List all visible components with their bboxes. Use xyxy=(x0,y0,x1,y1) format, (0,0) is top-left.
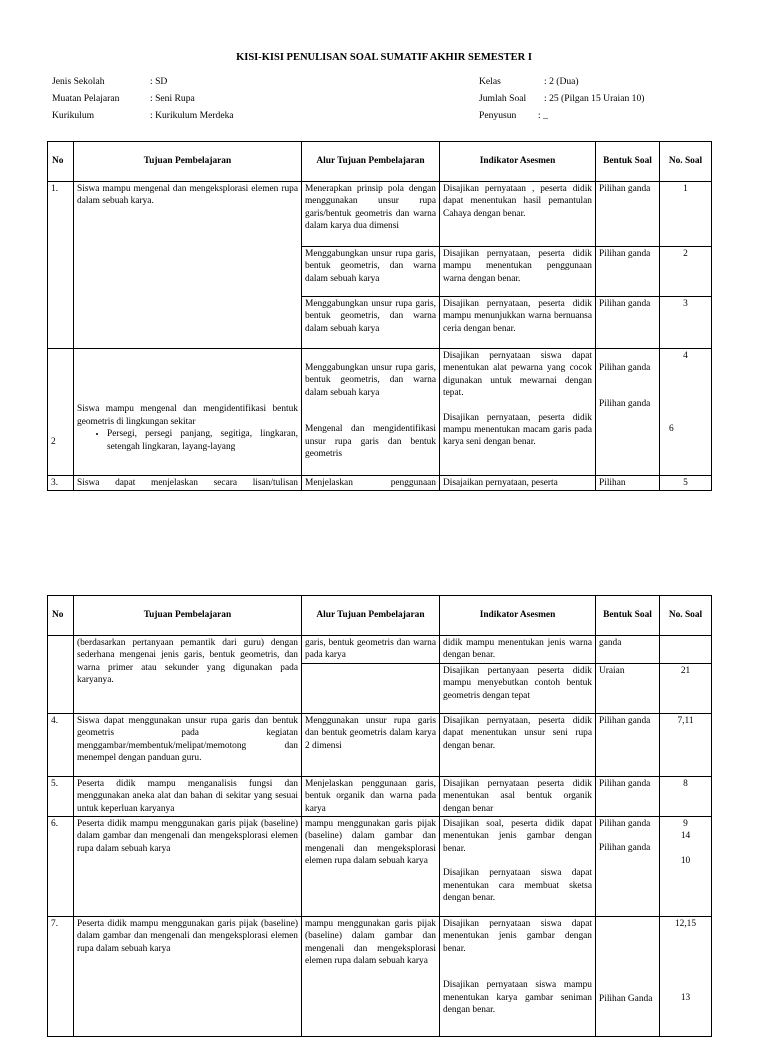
question-type-text: Pilihan ganda xyxy=(599,363,651,373)
header-learning-goal: Tujuan Pembelajaran xyxy=(74,596,302,636)
question-number-text: 4 xyxy=(683,351,688,361)
goal-flow-cell: Menerapkan prinsip pola dengan menggunakan unsur rupa garis/bentuk geometris dan warna dalam karya dua dimensi xyxy=(302,182,440,247)
question-number-text: 14 xyxy=(680,831,691,842)
row-number: 6. xyxy=(48,817,74,917)
table-row xyxy=(48,917,712,1037)
learning-goal-cell: Siswa dapat menjelaskan secara lisan/tulisan xyxy=(74,476,302,491)
meta-curriculum-value: : Kurikulum Merdeka xyxy=(150,110,234,121)
learning-goal-cell xyxy=(74,349,302,476)
indicator-cell: Disajikan pernyataan peserta didik menentukan asal bentuk organik dengan benar xyxy=(440,776,596,816)
header-no: No xyxy=(48,596,74,636)
learning-goal-cell: Siswa dapat menggunakan unsur rupa garis dan bentuk geometris pada kegiatan menggambar/membentuk/melipat/memotong dan menempel dengan panduan guru. xyxy=(74,713,302,776)
goal-flow-cell: mampu menggunakan garis pijak (baseline) dalam gambar dan mengenali dan mengeksplorasi elemen rupa dalam sebuah karya xyxy=(302,817,440,917)
indicator-cell xyxy=(440,817,596,917)
question-number-cell: 2 xyxy=(660,247,712,297)
grid-table-page1 xyxy=(47,141,712,491)
question-number-cell xyxy=(660,636,712,664)
question-number-cell xyxy=(660,349,712,476)
question-number-cell xyxy=(660,917,712,1037)
question-type-cell: Pilihan ganda xyxy=(596,713,660,776)
question-number-text: 13 xyxy=(680,993,691,1004)
header-goal-flow: Alur Tujuan Pembelajaran xyxy=(302,142,440,182)
row-number: 2 xyxy=(48,349,74,476)
row-number xyxy=(48,636,74,714)
header-no: No xyxy=(48,142,74,182)
table-row xyxy=(48,636,712,664)
learning-goal-cell: Peserta didik mampu menganalisis fungsi dan menggunakan aneka alat dan bahan di sekitar yang sesuai untuk keperluan karyanya xyxy=(74,776,302,816)
table-row xyxy=(48,776,712,816)
meta-school-value: : SD xyxy=(150,76,168,87)
question-number-cell: 1 xyxy=(660,182,712,247)
question-type-cell: ganda xyxy=(596,636,660,664)
question-number-cell: 8 xyxy=(660,776,712,816)
meta-curriculum-label: Kurikulum xyxy=(52,110,95,121)
indicator-cell xyxy=(440,349,596,476)
meta-author-label: Penyusun xyxy=(479,110,517,121)
question-type-cell: Pilihan ganda xyxy=(596,247,660,297)
row-number: 5. xyxy=(48,776,74,816)
table-row xyxy=(48,349,712,476)
header-question-no: No. Soal xyxy=(660,596,712,636)
question-type-cell xyxy=(596,817,660,917)
table-header-row xyxy=(48,596,712,636)
question-type-cell: Pilihan ganda xyxy=(596,297,660,349)
question-number-text: 6 xyxy=(669,424,674,435)
question-number-cell: 3 xyxy=(660,297,712,349)
row-number: 4. xyxy=(48,713,74,776)
goal-flow-cell: garis, bentuk geometris dan warna pada karya xyxy=(302,636,440,664)
header-learning-goal: Tujuan Pembelajaran xyxy=(74,142,302,182)
goal-flow-text: Menggabungkan unsur rupa garis, bentuk geometris, dan warna dalam sebuah karya xyxy=(305,363,436,398)
meta-count-label: Jumlah Soal xyxy=(479,93,527,104)
indicator-text: Disajikan pernyataan siswa dapat menentukan jenis gambar dengan benar. xyxy=(443,919,592,954)
meta-subject-value: : Seni Rupa xyxy=(150,93,195,104)
indicator-cell: Disajikan pernyataan, peserta didik mampu menunjukkan warna bernuansa ceria dengan benar. xyxy=(440,297,596,349)
learning-goal-text: Siswa mampu mengenal dan mengidentifikasi bentuk geometris di lingkungan sekitar xyxy=(77,404,298,427)
row-number: 7. xyxy=(48,917,74,1037)
question-type-cell: Pilihan ganda xyxy=(596,776,660,816)
question-type-cell xyxy=(596,917,660,1037)
meta-subject-label: Muatan Pelajaran xyxy=(52,93,120,104)
indicator-text: Disajikan pernyataan siswa dapat menentukan cara membuat sketsa dengan benar. xyxy=(443,868,592,904)
goal-flow-text: Mengenal dan mengidentifikasi unsur rupa garis dan bentuk geometris xyxy=(305,424,436,460)
goal-flow-cell: Menggunakan unsur rupa garis dan bentuk geometris dalam karya 2 dimensi xyxy=(302,713,440,776)
question-type-text: Pilihan Ganda xyxy=(599,994,653,1005)
question-number-text: 9 xyxy=(683,819,688,830)
goal-flow-cell: Menggabungkan unsur rupa garis, bentuk geometris, dan warna dalam sebuah karya xyxy=(302,297,440,349)
indicator-text: Disajikan pernyataan, peserta didik mampu menentukan macam garis pada karya seni dengan benar. xyxy=(443,412,592,448)
indicator-cell: Disajikan pernyataan , peserta didik dapat menentukan hasil pemantulan Cahaya dengan benar. xyxy=(440,182,596,247)
question-type-cell: Uraian xyxy=(596,663,660,713)
row-number: 1. xyxy=(48,182,74,349)
goal-flow-cell: Menjelaskan penggunaan garis, bentuk organik dan warna pada karya xyxy=(302,776,440,816)
meta-count-value: : 25 (Pilgan 15 Uraian 10) xyxy=(544,93,645,104)
goal-flow-cell: mampu menggunakan garis pijak (baseline) dalam gambar dan mengenali dan mengeksplorasi elemen rupa dalam sebuah karya xyxy=(302,917,440,1037)
question-number-cell: 21 xyxy=(660,663,712,713)
indicator-cell: Disajikan pertanyaan peserta didik mampu menyebutkan contoh bentuk geometris dengan tepat xyxy=(440,663,596,713)
table-row xyxy=(48,817,712,917)
table-row xyxy=(48,713,712,776)
learning-goal-cell: Siswa mampu mengenal dan mengeksplorasi elemen rupa dalam sebuah karya. xyxy=(74,182,302,349)
meta-class-value: : 2 (Dua) xyxy=(544,76,579,87)
header-indicator: Indikator Asesmen xyxy=(440,596,596,636)
indicator-text: Disajikan pernyataan siswa dapat menentukan alat pewarna yang cocok digunakan untuk mewarnai dengan tepat. xyxy=(443,351,592,399)
indicator-cell: Disajikan pernyataan, peserta didik mampu menentukan penggunaan warna dengan benar. xyxy=(440,247,596,297)
question-type-text: Pilihan ganda xyxy=(599,843,651,854)
indicator-cell: Disajaikan pernyataan, peserta xyxy=(440,476,596,491)
question-number-text: 12,15 xyxy=(674,919,697,930)
table-row xyxy=(48,476,712,491)
indicator-cell: didik mampu menentukan jenis warna dengan benar. xyxy=(440,636,596,664)
question-number-cell: 5 xyxy=(660,476,712,491)
learning-goal-cell: (berdasarkan pertanyaan pemantik dari guru) dengan sederhana mengenai jenis garis, bentuk geometris, dan warna primer atau sekunder yang digunakan pada karyanya. xyxy=(74,636,302,714)
document-title: KISI-KISI PENULISAN SOAL SUMATIF AKHIR SEMESTER I xyxy=(236,52,532,63)
question-type-text: Pilihan ganda xyxy=(599,399,651,410)
header-question-type: Bentuk Soal xyxy=(596,596,660,636)
question-type-cell: Pilihan xyxy=(596,476,660,491)
question-type-cell: Pilihan ganda xyxy=(596,182,660,247)
meta-author-value: : _ xyxy=(538,110,548,121)
row-number: 3. xyxy=(48,476,74,491)
question-type-cell xyxy=(596,349,660,476)
header-goal-flow: Alur Tujuan Pembelajaran xyxy=(302,596,440,636)
table-header-row xyxy=(48,142,712,182)
grid-table-page2 xyxy=(47,595,712,1037)
indicator-cell xyxy=(440,917,596,1037)
goal-flow-cell: Menjelaskan penggunaan xyxy=(302,476,440,491)
question-type-text: Pilihan ganda xyxy=(599,819,651,830)
question-number-cell: 7,11 xyxy=(660,713,712,776)
indicator-text: Disajikan soal, peserta didik dapat menentukan jenis gambar dengan benar. xyxy=(443,819,592,854)
header-question-type: Bentuk Soal xyxy=(596,142,660,182)
header-indicator: Indikator Asesmen xyxy=(440,142,596,182)
learning-goal-cell: Peserta didik mampu menggunakan garis pijak (baseline) dalam gambar dan mengenali dan mengeksplorasi elemen rupa dalam sebuah karya xyxy=(74,817,302,917)
meta-school-label: Jenis Sekolah xyxy=(52,76,105,87)
meta-class-label: Kelas xyxy=(479,76,501,87)
question-number-cell xyxy=(660,817,712,917)
shape-list-item: • Persegi, persegi panjang, segitiga, lingkaran, setengah lingkaran, layang-layang xyxy=(107,428,298,453)
goal-flow-cell: Menggabungkan unsur rupa garis, bentuk geometris, dan warna dalam sebuah karya xyxy=(302,247,440,297)
goal-flow-cell xyxy=(302,663,440,713)
indicator-text: Disajikan pernyataan siswa mampu menentukan karya gambar seniman dengan benar. xyxy=(443,980,592,1016)
learning-goal-cell: Peserta didik mampu menggunakan garis pijak (baseline) dalam gambar dan mengenali dan mengeksplorasi elemen rupa dalam sebuah karya xyxy=(74,917,302,1037)
goal-flow-cell xyxy=(302,349,440,476)
indicator-cell: Disajikan pernyataan, peserta didik dapat menentukan unsur seni rupa dengan benar. xyxy=(440,713,596,776)
header-question-no: No. Soal xyxy=(660,142,712,182)
question-number-text: 10 xyxy=(680,855,691,866)
table-row xyxy=(48,182,712,247)
